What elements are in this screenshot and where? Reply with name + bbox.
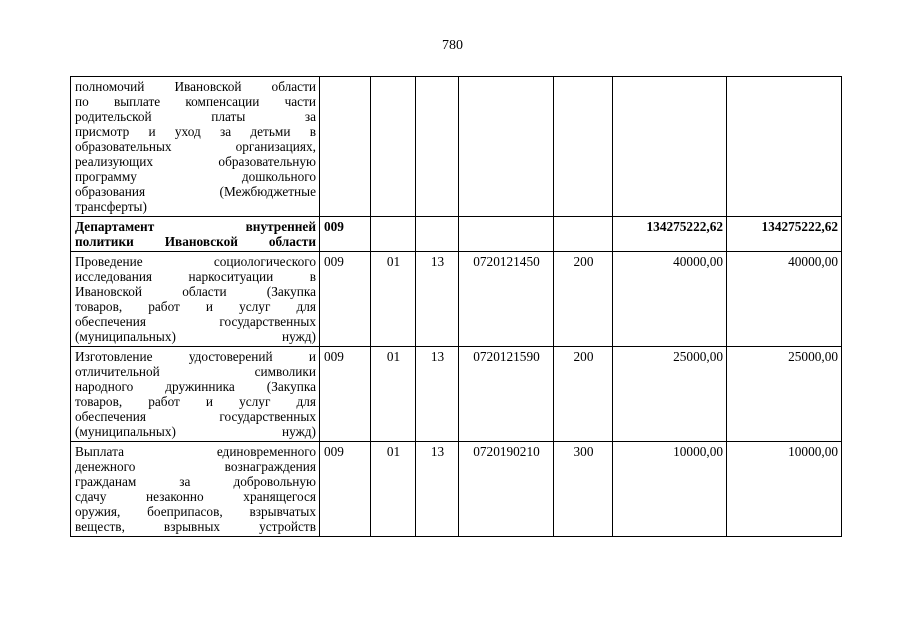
description-line: обеспечения государственных — [75, 314, 316, 329]
description-cell — [71, 252, 320, 347]
amount-year1-cell: 25000,00 — [613, 347, 727, 442]
section-code-cell — [371, 77, 416, 217]
description-line: оружия, боеприпасов, взрывчатых — [75, 504, 316, 519]
target-article-cell: 0720190210 — [459, 442, 554, 537]
description-line: денежного вознаграждения — [75, 459, 316, 474]
subsection-code-cell — [416, 217, 459, 252]
table-row — [71, 252, 842, 347]
description-line: присмотр и уход за детьми в — [75, 124, 316, 139]
subsection-code-cell: 13 — [416, 442, 459, 537]
description-line: (муниципальных) нужд) — [75, 329, 316, 344]
amount-year2-cell — [727, 77, 842, 217]
description-line: народного дружинника (Закупка — [75, 379, 316, 394]
description-line: полномочий Ивановской области — [75, 79, 316, 94]
department-code-cell — [320, 77, 371, 217]
description-cell — [71, 77, 320, 217]
amount-year2-cell: 40000,00 — [727, 252, 842, 347]
description-line: товаров, работ и услуг для — [75, 299, 316, 314]
description-line: реализующих образовательную — [75, 154, 316, 169]
section-code-cell — [371, 217, 416, 252]
amount-year2-cell: 25000,00 — [727, 347, 842, 442]
description-line: Ивановской области (Закупка — [75, 284, 316, 299]
subsection-code-cell: 13 — [416, 252, 459, 347]
expense-type-cell: 200 — [554, 252, 613, 347]
amount-year2-cell: 10000,00 — [727, 442, 842, 537]
expense-type-cell: 300 — [554, 442, 613, 537]
expense-type-cell — [554, 77, 613, 217]
expense-type-cell: 200 — [554, 347, 613, 442]
table-row — [71, 442, 842, 537]
description-line: Департамент внутренней — [75, 219, 316, 234]
target-article-cell: 0720121450 — [459, 252, 554, 347]
description-line: Изготовление удостоверений и — [75, 349, 316, 364]
description-line: отличительной символики — [75, 364, 316, 379]
table-row — [71, 77, 842, 217]
section-code-cell: 01 — [371, 347, 416, 442]
description-line: образования (Межбюджетные — [75, 184, 316, 199]
budget-table — [70, 76, 842, 537]
table-body — [71, 77, 842, 537]
section-code-cell: 01 — [371, 252, 416, 347]
amount-year1-cell: 40000,00 — [613, 252, 727, 347]
description-line: родительской платы за — [75, 109, 316, 124]
subsection-code-cell — [416, 77, 459, 217]
description-cell — [71, 347, 320, 442]
description-line: исследования наркоситуации в — [75, 269, 316, 284]
description-line: (муниципальных) нужд) — [75, 424, 316, 439]
description-line: Проведение социологического — [75, 254, 316, 269]
target-article-cell: 0720121590 — [459, 347, 554, 442]
description-line: товаров, работ и услуг для — [75, 394, 316, 409]
description-cell — [71, 217, 320, 252]
amount-year1-cell — [613, 77, 727, 217]
description-line: трансферты) — [75, 199, 147, 214]
expense-type-cell — [554, 217, 613, 252]
description-line: сдачу незаконно хранящегося — [75, 489, 316, 504]
subsection-code-cell: 13 — [416, 347, 459, 442]
amount-year1-cell: 10000,00 — [613, 442, 727, 537]
amount-year2-cell: 134275222,62 — [727, 217, 842, 252]
description-line: Выплата единовременного — [75, 444, 316, 459]
description-line: гражданам за добровольную — [75, 474, 316, 489]
description-line: программу дошкольного — [75, 169, 316, 184]
table-row — [71, 217, 842, 252]
description-line: веществ, взрывных устройств — [75, 519, 316, 534]
description-line: политики Ивановской области — [75, 234, 316, 249]
department-code-cell: 009 — [320, 347, 371, 442]
description-cell — [71, 442, 320, 537]
description-line: обеспечения государственных — [75, 409, 316, 424]
description-line: образовательных организациях, — [75, 139, 316, 154]
amount-year1-cell: 134275222,62 — [613, 217, 727, 252]
page-number: 780 — [442, 38, 463, 53]
table-row — [71, 347, 842, 442]
department-code-cell: 009 — [320, 217, 371, 252]
target-article-cell — [459, 77, 554, 217]
section-code-cell: 01 — [371, 442, 416, 537]
description-line: по выплате компенсации части — [75, 94, 316, 109]
department-code-cell: 009 — [320, 442, 371, 537]
department-code-cell: 009 — [320, 252, 371, 347]
target-article-cell — [459, 217, 554, 252]
